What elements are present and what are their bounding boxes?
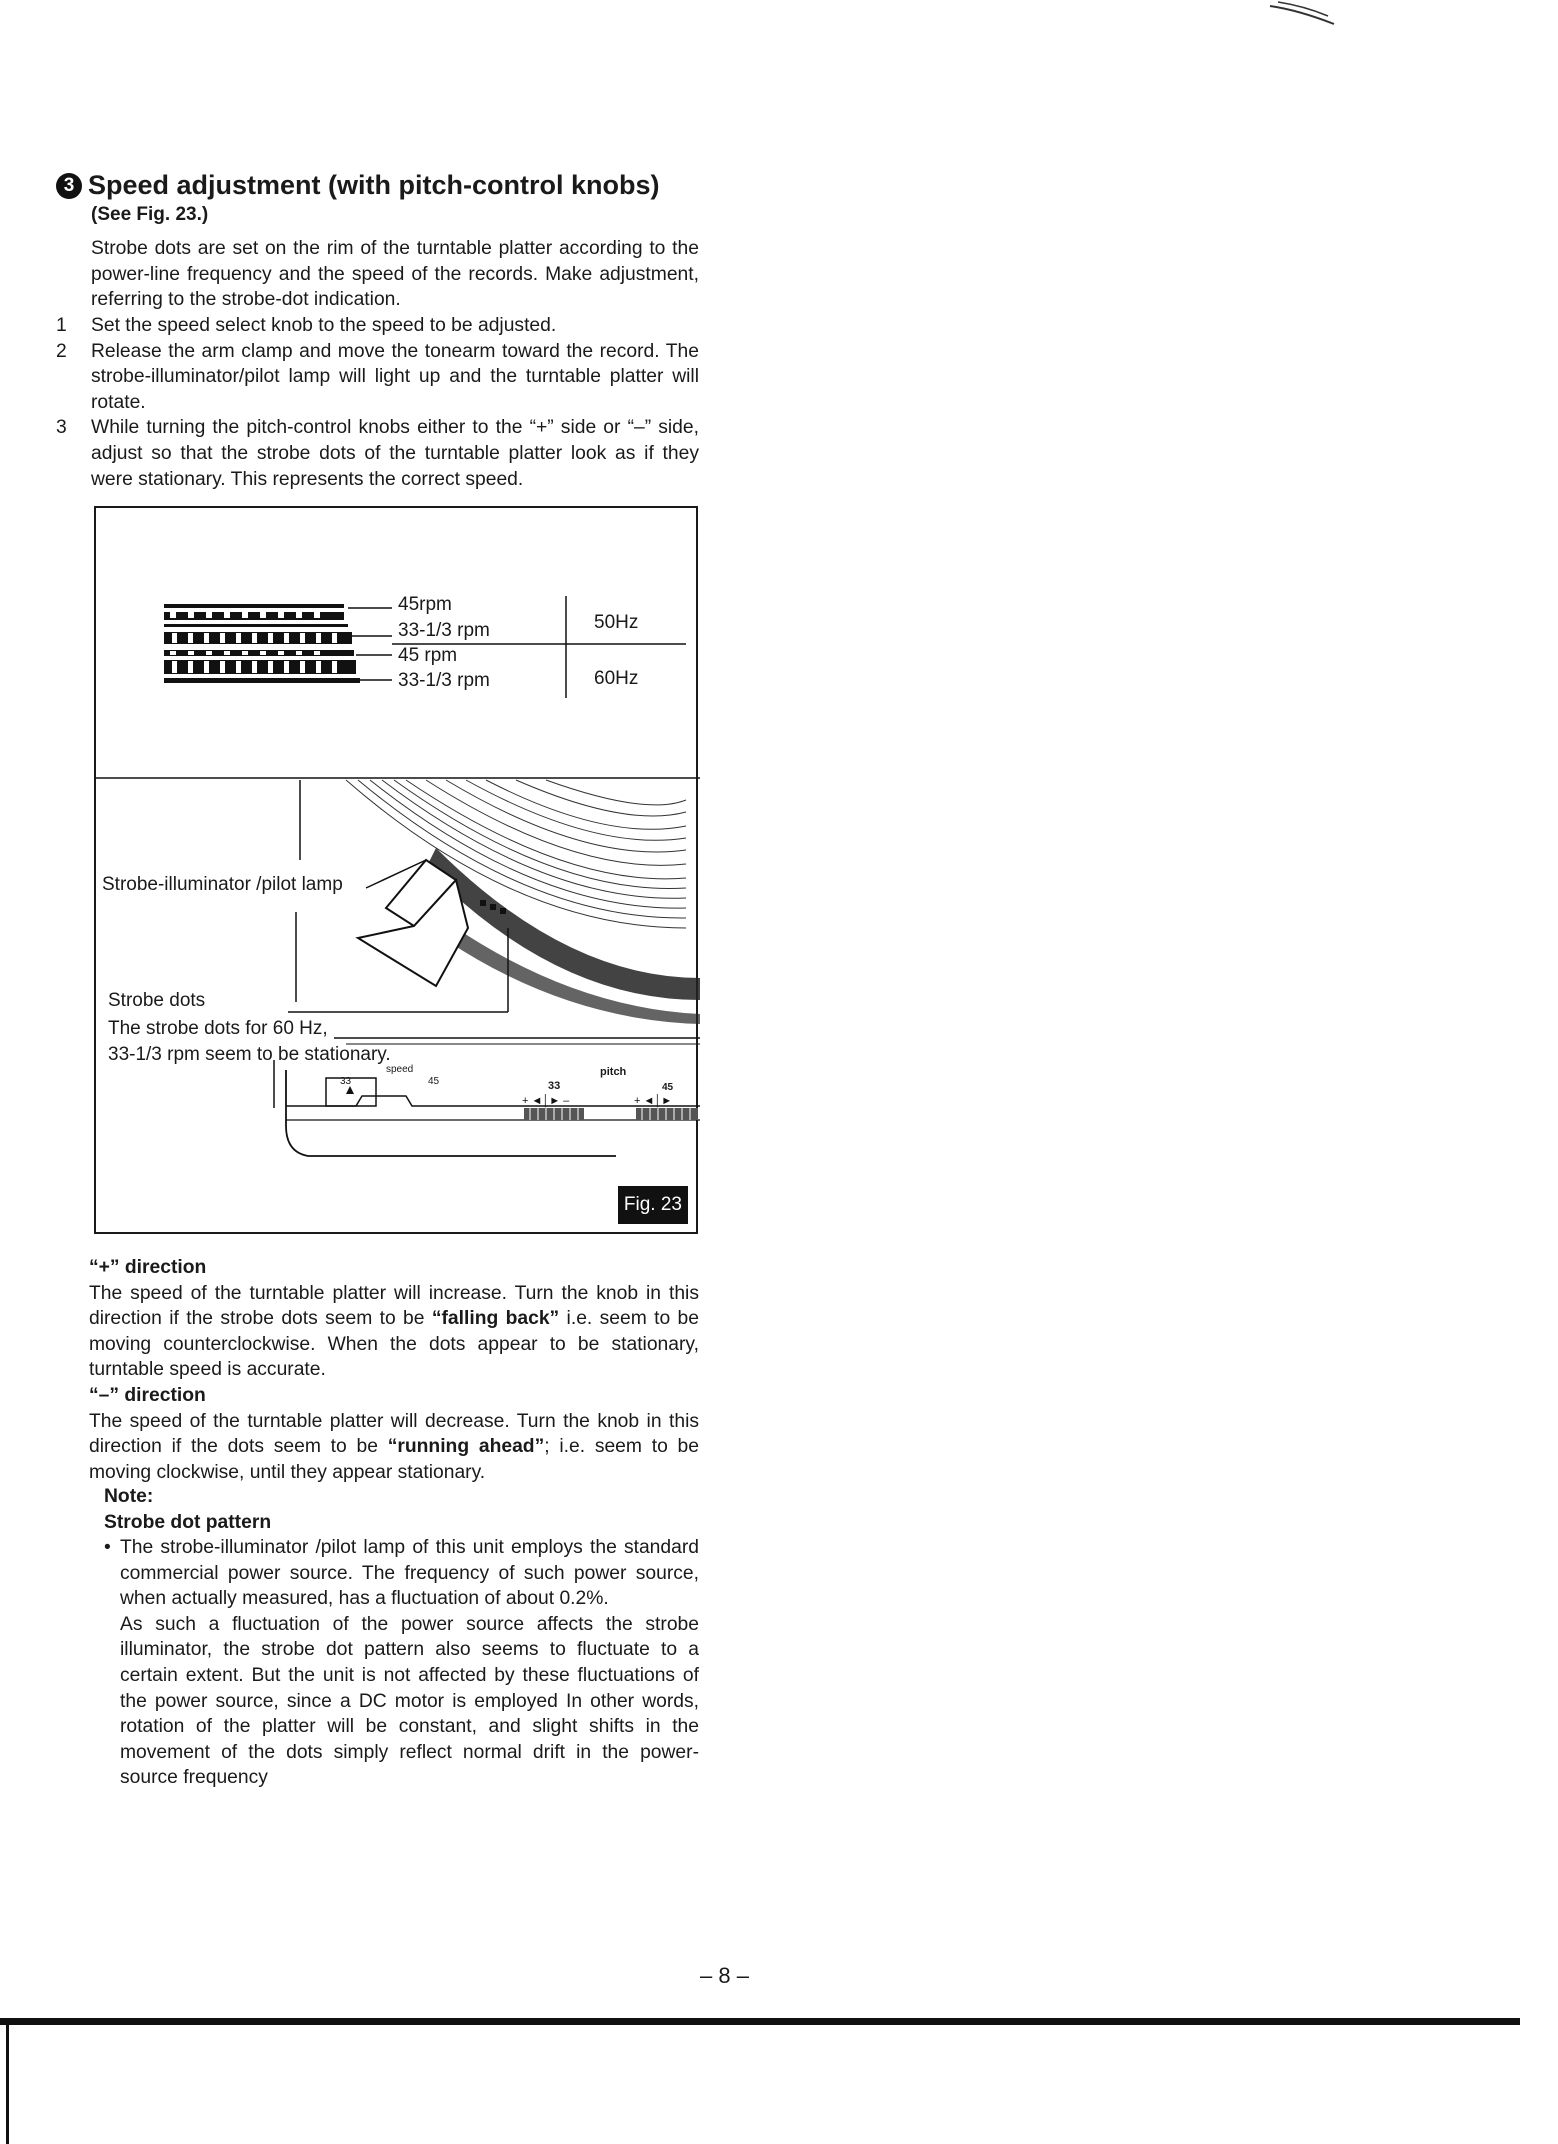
plus-direction-text [89, 1281, 699, 1383]
strobe-label-45-60hz: 45 rpm [398, 645, 458, 666]
direction-explanations [89, 1255, 699, 1485]
strobe-dot-pattern [164, 604, 392, 683]
steps-list [56, 313, 699, 492]
step-number: 1 [56, 315, 67, 336]
strobe-label-33-60hz: 33-1/3 rpm [398, 670, 490, 691]
scan-edge-line [6, 2020, 9, 2144]
bottom-rule [0, 2018, 1520, 2025]
plus-direction-heading: “+” direction [89, 1257, 207, 1278]
step-text: Set the speed select knob to the speed to be adjusted. [91, 315, 557, 336]
strobe-label-33-50hz: 33-1/3 rpm [398, 620, 490, 641]
note-bullet-text: The strobe-illuminator /pilot lamp of this unit employs the standard commercial power source. The frequency of such power source, when actually measured, has a fluctuation of about 0.2%. [120, 1537, 699, 1610]
plus-text-a: The speed of the turntable platter will increase. Turn the knob in this direction if the strobe dots seem to be [89, 1282, 699, 1330]
step-number: 2 [56, 340, 67, 362]
note-label: Note: [104, 1486, 154, 1507]
frequency-50hz: 50Hz [594, 612, 639, 633]
minus-direction-heading: “–” direction [89, 1384, 206, 1406]
scan-mark-icon [1268, 0, 1338, 30]
strobe-label-45-50hz: 45rpm [398, 594, 452, 615]
speed-label: speed [386, 1064, 414, 1075]
minus-text-b: ; i.e. seem to be moving clockwise, until they appear stationary. [89, 1436, 699, 1483]
bullet-dot: • [104, 1537, 111, 1558]
speed-45-label: 45 [428, 1076, 440, 1087]
step-text: Release the arm clamp and move the tonearm toward the record. The strobe-illuminator/pilot lamp will light up and the turntable platter will rotate. [91, 340, 699, 413]
step-text: While turning the pitch-control knobs either to the “+” side or “–” side, adjust so that the strobe dots of the turntable platter look as if they were stationary. This represents the correct speed. [91, 417, 699, 490]
frequency-60hz: 60Hz [594, 668, 639, 689]
note-subhead: Strobe dot pattern [104, 1511, 272, 1533]
step-number: 3 [56, 417, 67, 439]
figure-number-badge: Fig. 23 [618, 1186, 688, 1224]
note-bullet [104, 1535, 699, 1612]
pitch-45-label: 45 [662, 1082, 674, 1093]
stationary-caption-line1: The strobe dots for 60 Hz, [108, 1018, 328, 1039]
svg-text:+ ◄│► –: + ◄│► – [522, 1095, 570, 1107]
section-heading [56, 170, 660, 201]
lamp-label: Strobe-illuminator /pilot lamp [102, 874, 343, 895]
minus-emphasis: “running ahead” [387, 1436, 545, 1458]
pitch-label: pitch [600, 1066, 627, 1078]
minus-text-a: The speed of the turntable platter will decrease. Turn the knob in this direction if the dots seem to be [89, 1410, 699, 1458]
step-item [56, 339, 699, 416]
strobe-dots-label: Strobe dots [108, 990, 206, 1011]
minus-direction-text [89, 1409, 699, 1486]
page-number: – 8 – [700, 1963, 749, 1988]
note-block [104, 1484, 699, 1535]
pitch-knob-45 [636, 1108, 698, 1120]
pitch-knob-33 [524, 1108, 584, 1120]
figure-23 [94, 506, 698, 1234]
svg-text:+ ◄│►: + ◄│► [634, 1095, 673, 1107]
intro-paragraph: Strobe dots are set on the rim of the turntable platter according to the power-line frequency and the speed of the records. Make adjustment, referring to the strobe-dot indication. [91, 238, 699, 311]
see-figure-reference: (See Fig. 23.) [91, 204, 209, 225]
turntable-drawing [274, 780, 700, 1156]
speed-33-label: 33 [340, 1076, 352, 1087]
step-item [56, 313, 699, 339]
section-number-badge: 3 [56, 173, 82, 199]
plus-text-b: i.e. seem to be moving counterclockwise. When the dots appear to be stationary, turntable speed is accurate. [89, 1308, 700, 1381]
note-paragraph: As such a fluctuation of the power source affects the strobe illuminator, the strobe dot pattern also seems to fluctuate to a certain extent. But the unit is not affected by these fluctuations of the power source, since a DC motor is employed In other words, rotation of the platter will be constant, and slight shifts in the movement of the dots simply reflect normal drift in the power-source frequency [120, 1613, 699, 1789]
plus-emphasis: “falling back” [431, 1308, 560, 1330]
stationary-caption-line2: 33-1/3 rpm seem to be stationary. [108, 1044, 391, 1065]
step-item [56, 415, 699, 492]
note-body [104, 1535, 699, 1791]
section-title: Speed adjustment (with pitch-control knobs) [88, 170, 660, 200]
pitch-33-label: 33 [548, 1080, 561, 1092]
